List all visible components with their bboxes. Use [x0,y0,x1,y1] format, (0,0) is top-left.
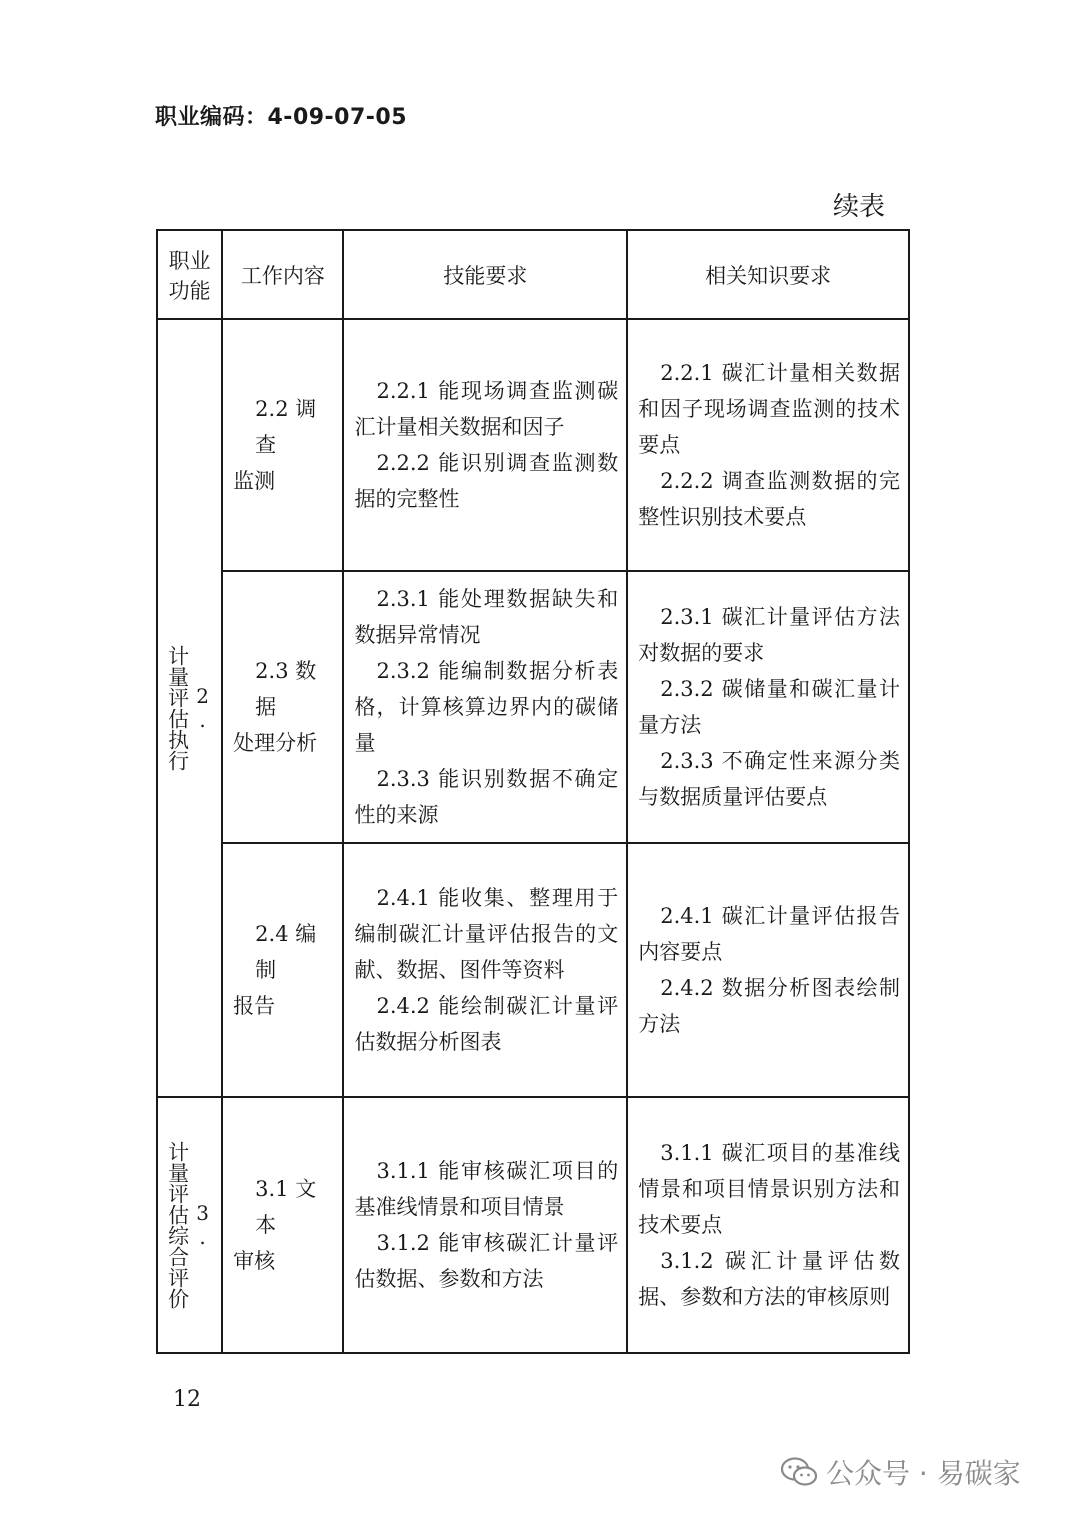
function-number: 2. [190,684,215,732]
table-row [157,319,909,571]
knowledge-item: 2.3.2 碳储量和碳汇量计量方法 [638,677,900,737]
work-content-cell [222,571,343,843]
work-content-line1: 2.2 调查 [255,397,317,457]
table-header-row [157,230,909,319]
knowledge-cell [627,571,909,843]
header-skill-requirements: 技能要求 [343,230,627,319]
function-cell-3 [157,1097,222,1353]
function-number: 3. [190,1201,215,1249]
function-text: 计量评估综合评价 [165,1141,190,1309]
work-content-line2: 报告 [233,994,276,1018]
work-content-line1: 2.3 数据 [255,659,317,719]
skill-cell [343,1097,627,1353]
skill-cell [343,843,627,1097]
watermark [780,1452,1021,1492]
occupation-table [156,229,910,1354]
knowledge-cell [627,843,909,1097]
work-content-line2: 审核 [233,1249,276,1273]
skill-item: 2.3.1 能处理数据缺失和数据异常情况 [354,587,619,647]
knowledge-item: 2.4.1 碳汇计量评估报告内容要点 [638,904,900,964]
table-row [157,571,909,843]
skill-item: 2.4.2 能绘制碳汇计量评估数据分析图表 [354,994,619,1054]
skill-item: 2.4.1 能收集、整理用于编制碳汇计量评估报告的文献、数据、图件等资料 [354,886,619,982]
work-content-cell [222,1097,343,1353]
table-row [157,1097,909,1353]
header-function [157,230,222,319]
continued-label: 续表 [833,192,886,222]
skill-item: 2.2.1 能现场调查监测碳汇计量相关数据和因子 [354,379,619,439]
function-label-3 [165,1141,215,1309]
job-code: 职业编码：4-09-07-05 [155,105,408,130]
knowledge-cell [627,319,909,571]
header-work-content: 工作内容 [222,230,343,319]
page-number: 12 [173,1387,201,1412]
skill-item: 3.1.1 能审核碳汇项目的基准线情景和项目情景 [354,1159,619,1219]
header-function-line2: 功能 [168,278,211,303]
skill-item: 2.3.2 能编制数据分析表格，计算核算边界内的碳储量 [354,659,619,755]
watermark-text: 公众号 · 易碳家 [826,1457,1021,1490]
work-content-cell [222,319,343,571]
knowledge-item: 3.1.1 碳汇项目的基准线情景和项目情景识别方法和技术要点 [638,1141,900,1237]
work-content-line1: 3.1 文本 [255,1177,317,1237]
function-cell-2 [157,319,222,1097]
knowledge-item: 2.4.2 数据分析图表绘制方法 [638,976,900,1036]
work-content-cell [222,843,343,1097]
knowledge-item: 3.1.2 碳汇计量评估数据、参数和方法的审核原则 [638,1249,900,1309]
knowledge-item: 2.3.3 不确定性来源分类与数据质量评估要点 [638,749,900,809]
function-text: 计量评估执行 [165,645,190,771]
skill-item: 2.3.3 能识别数据不确定性的来源 [354,767,619,827]
knowledge-cell [627,1097,909,1353]
work-content-line2: 监测 [233,469,276,493]
skill-item: 2.2.2 能识别调查监测数据的完整性 [354,451,619,511]
header-knowledge-requirements: 相关知识要求 [627,230,909,319]
function-label-2 [165,645,215,771]
knowledge-item: 2.2.2 调查监测数据的完整性识别技术要点 [638,469,900,529]
work-content-line1: 2.4 编制 [255,922,317,982]
skill-cell [343,571,627,843]
table-row [157,843,909,1097]
skill-cell [343,319,627,571]
work-content-line2: 处理分析 [233,731,318,755]
knowledge-item: 2.3.1 碳汇计量评估方法对数据的要求 [638,605,900,665]
skill-item: 3.1.2 能审核碳汇计量评估数据、参数和方法 [354,1231,619,1291]
header-function-line1: 职业 [168,248,211,273]
knowledge-item: 2.2.1 碳汇计量相关数据和因子现场调查监测的技术要点 [638,361,900,457]
wechat-icon [780,1457,818,1487]
